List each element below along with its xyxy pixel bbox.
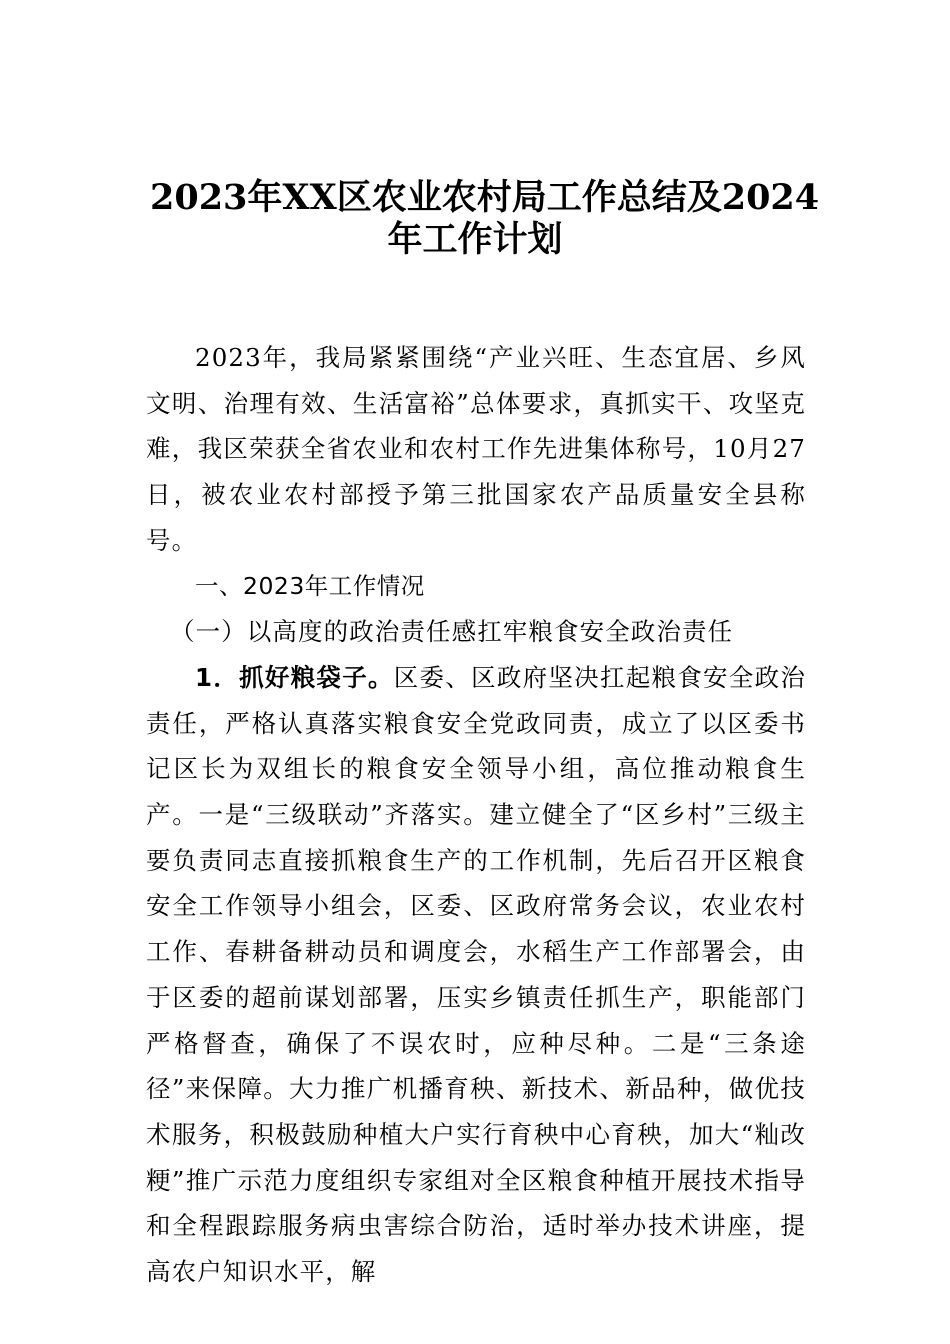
subsection-heading: （一）以高度的政治责任感扛牢粮食安全政治责任: [170, 617, 734, 647]
document-title-line-2: 年工作计划: [387, 219, 563, 260]
intro-paragraph: 2023年，我局紧紧围绕“产业兴旺、生态宜居、乡风文明、治理有效、生活富裕”总体要求，真抓实干、攻坚克难，我区荣获全省农业和农村工作先进集体称号，10月27日，被农业农村部授予第三批国家农产品质量安全县称号。: [146, 343, 806, 555]
document-title-line-1: 2023年XX区农业农村局工作总结及2024: [150, 177, 820, 218]
document-body: [146, 335, 806, 1295]
item-text: 区委、区政府坚决扛起粮食安全政治责任，严格认真落实粮食安全党政同责，成立了以区委书记区长为双组长的粮食安全领导小组，高位推动粮食生产。一是“三级联动”齐落实。建立健全了“区乡村”三级主要负责同志直接抓粮食生产的工作机制，先后召开区粮食安全工作领导小组会，区委、区政府常务会议，农业农村工作、春耕备耕动员和调度会，水稻生产工作部署会，由于区委的超前谋划部署，压实乡镇责任抓生产，职能部门严格督查，确保了不误农时，应种尽种。二是“三条途径”来保障。大力推广机播育秧、新技术、新品种，做优技术服务，积极鼓励种植大户实行育秧中心育秧，加大“籼改粳”推广示范力度组织专家组对全区粮食种植开展技术指导和全程跟踪服务病虫害综合防治，适时举办技术讲座，提高农户知识水平，解: [146, 662, 806, 1287]
section-heading: 一、2023年工作情况: [195, 571, 425, 600]
item-lead: 1．抓好粮袋子。: [195, 662, 394, 692]
item-paragraph: [146, 655, 806, 1295]
